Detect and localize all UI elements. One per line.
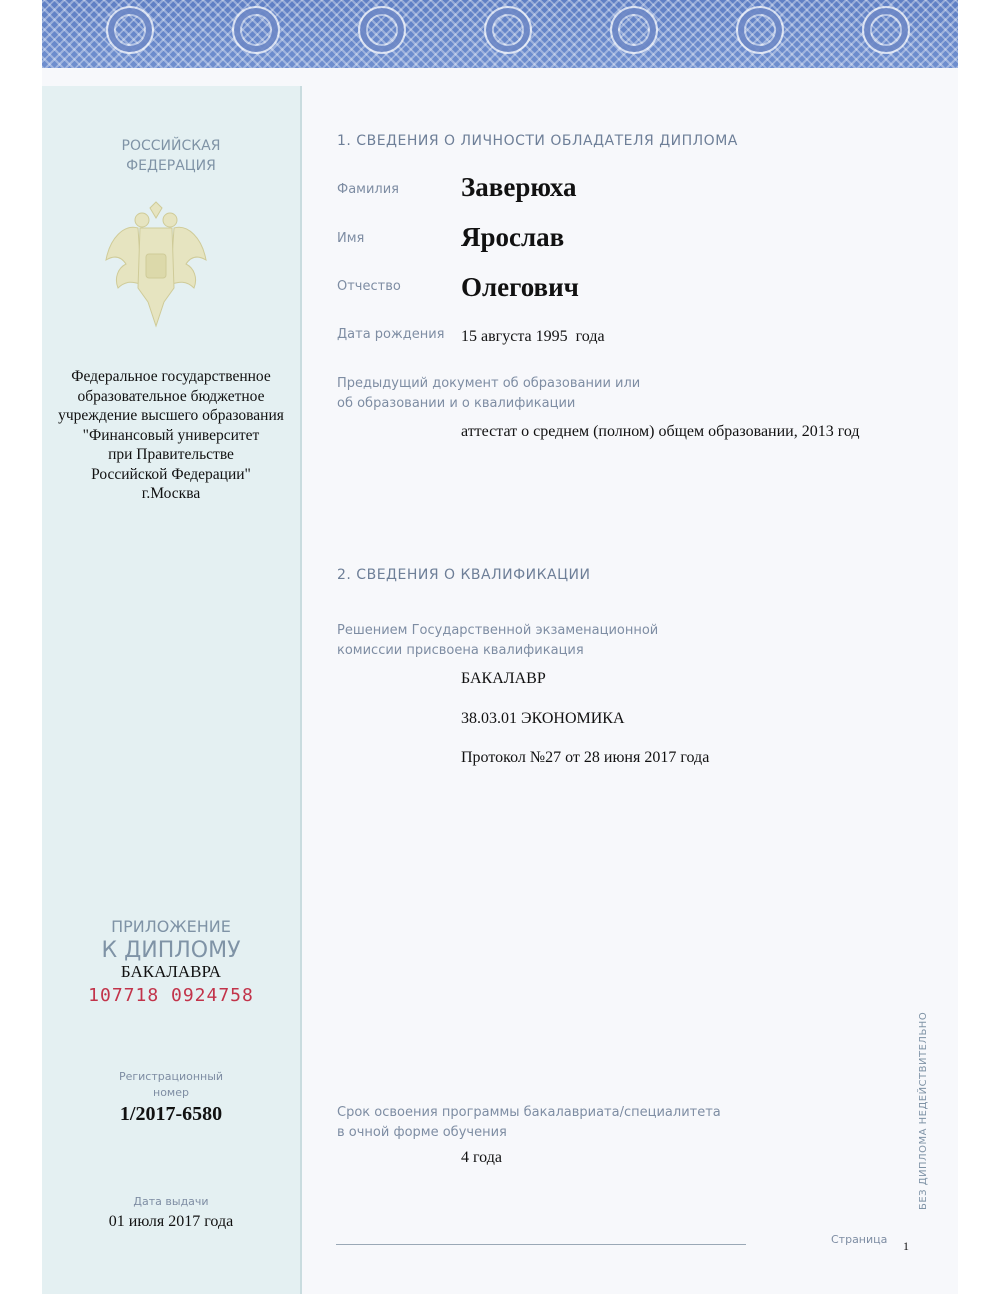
specialty-value: 38.03.01 ЭКОНОМИКА [461, 710, 625, 727]
institution-line: образовательное бюджетное [77, 387, 265, 405]
previous-document-label-line-1: Предыдущий документ об образовании или [337, 376, 641, 391]
issue-date: 01 июля 2017 года [108, 1213, 234, 1230]
qualification-value: БАКАЛАВР [461, 670, 546, 687]
protocol-value: Протокол №27 от 28 июня 2017 года [461, 749, 710, 766]
registration-label [42, 1069, 300, 1101]
degree-level: БАКАЛАВРА [120, 962, 222, 981]
rosette-ornament [106, 6, 154, 54]
rosette-ornament [484, 6, 532, 54]
previous-document-value: аттестат о среднем (полном) общем образовании, 2013 год [461, 423, 860, 440]
appendix-title-line-1: ПРИЛОЖЕНИЕ [111, 917, 231, 936]
diploma-serial-number: 107718 0924758 [88, 985, 254, 1006]
previous-document-label [337, 374, 640, 414]
rosette-ornament [232, 6, 280, 54]
study-duration-label-line-2: в очной форме обучения [337, 1125, 507, 1140]
rosette-ornament [862, 6, 910, 54]
country-line-2: ФЕДЕРАЦИЯ [126, 158, 216, 174]
patronymic-value: Олегович [461, 272, 579, 302]
previous-document-label-line-2: об образовании и о квалификации [337, 396, 576, 411]
coat-of-arms-emblem [104, 198, 208, 330]
registration-label-line-1: Регистрационный [118, 1070, 224, 1083]
institution-name [42, 367, 300, 504]
institution-line: Российской Федерации" [91, 465, 251, 483]
birth-date-label: Дата рождения [337, 327, 445, 342]
institution-line: "Финансовый университет [82, 426, 260, 444]
panel-divider [300, 86, 302, 1294]
patronymic-label: Отчество [337, 279, 401, 294]
country-line-1: РОССИЙСКАЯ [121, 138, 221, 154]
study-duration-value: 4 года [461, 1149, 502, 1166]
study-duration-label-line-1: Срок освоения программы бакалавриата/специалитета [337, 1105, 721, 1120]
institution-line: г.Москва [141, 485, 201, 502]
surname-value: Заверюха [461, 172, 577, 202]
institution-line: учреждение высшего образования [58, 407, 284, 424]
institution-line: при Правительстве [108, 446, 234, 463]
page-label: Страница [831, 1233, 888, 1246]
commission-decision-line-2: комиссии присвоена квалификация [337, 643, 584, 658]
rosette-ornament [610, 6, 658, 54]
country-name [42, 136, 300, 176]
section-2-heading: 2. СВЕДЕНИЯ О КВАЛИФИКАЦИИ [337, 567, 591, 583]
section-1-heading: 1. СВЕДЕНИЯ О ЛИЧНОСТИ ОБЛАДАТЕЛЯ ДИПЛОМА [337, 133, 738, 149]
rosette-ornament [358, 6, 406, 54]
page-number: 1 [903, 1239, 909, 1253]
birth-date-value: 15 августа 1995 года [461, 328, 605, 345]
institution-line: Федеральное государственное [71, 368, 271, 385]
vertical-validity-note: БЕЗ ДИПЛОМА НЕДЕЙСТВИТЕЛЬНО [918, 1011, 929, 1210]
study-duration-label [337, 1103, 721, 1143]
rosette-ornament [736, 6, 784, 54]
decorative-banner [42, 0, 958, 68]
commission-decision-label [337, 621, 658, 661]
surname-label: Фамилия [337, 182, 399, 197]
registration-label-line-2: номер [153, 1086, 189, 1099]
registration-number: 1/2017-6580 [119, 1103, 223, 1125]
commission-decision-line-1: Решением Государственной экзаменационной [337, 623, 659, 638]
appendix-title-line-2: К ДИПЛОМУ [101, 938, 241, 963]
first-name-label: Имя [337, 231, 365, 246]
first-name-value: Ярослав [461, 222, 565, 252]
issue-date-label: Дата выдачи [133, 1195, 209, 1208]
signature-line [336, 1244, 746, 1245]
